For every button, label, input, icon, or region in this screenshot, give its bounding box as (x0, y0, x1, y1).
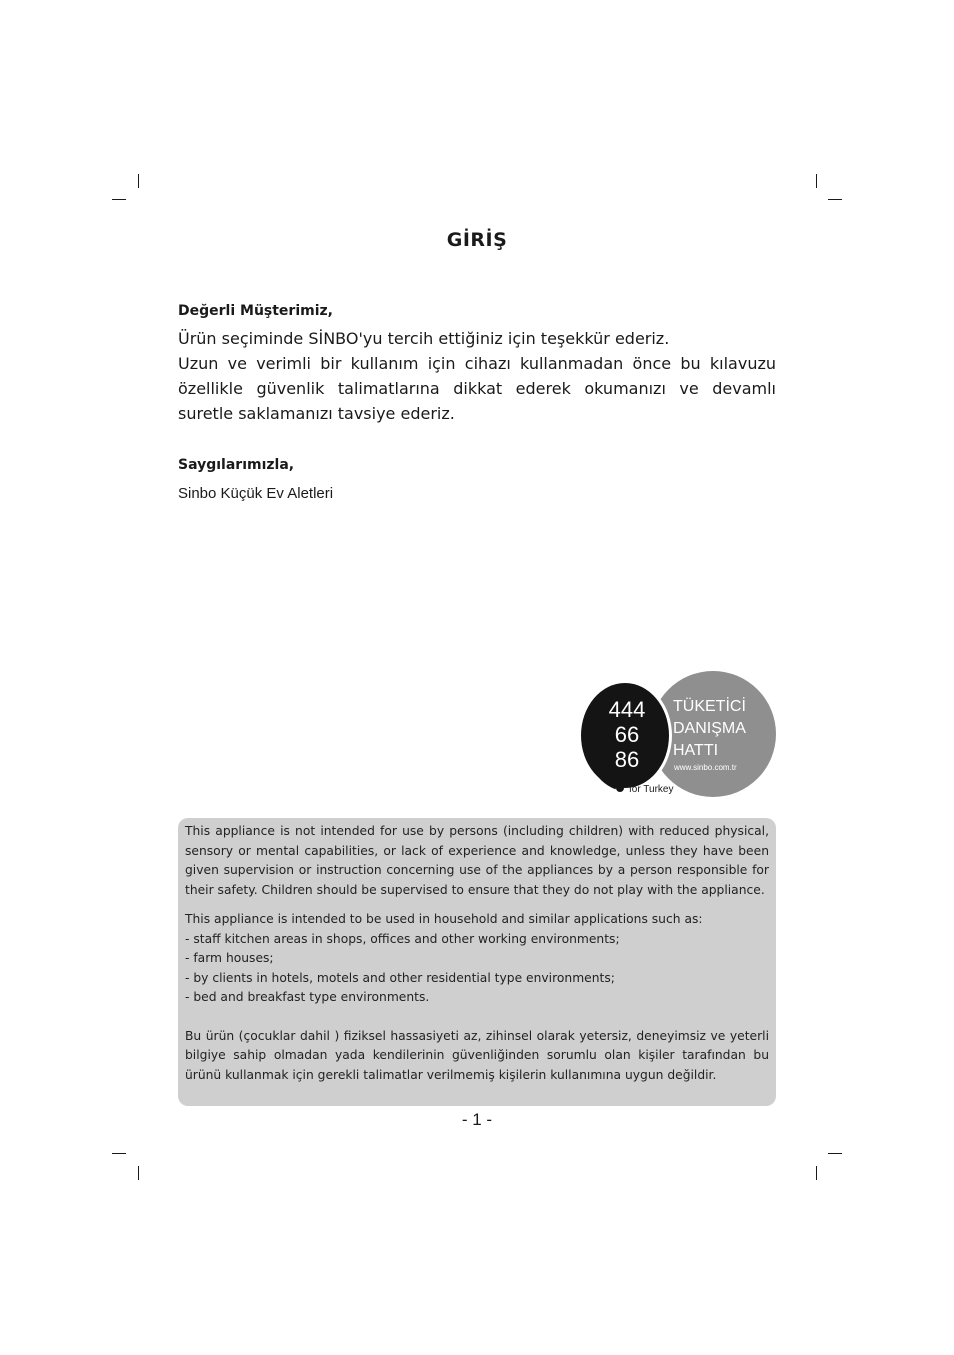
hotline-label: TÜKETİCİ (673, 698, 746, 715)
hotline-url: www.sinbo.com.tr (674, 763, 737, 772)
intro-text (178, 326, 776, 426)
crop-mark (138, 1166, 139, 1180)
page-title: GİRİŞ (446, 229, 508, 251)
greeting: Değerli Müşterimiz, (178, 303, 333, 319)
crop-mark (138, 174, 139, 188)
hotline-region: for Turkey (629, 784, 674, 795)
crop-mark (112, 1153, 126, 1154)
hotline-number: 66 (614, 722, 640, 747)
crop-mark (828, 199, 842, 200)
hotline-number: 86 (614, 747, 640, 772)
intro-paragraph: Uzun ve verimli bir kullanım için cihazı kullanmadan önce bu kılavuzu özellikle güvenlik talimatlarına dikkat ederek okumanızı ve devamlı suretle saklamanızı tavsiye ederiz. (178, 354, 776, 423)
hotline-label: HATTI (673, 742, 719, 759)
closing: Saygılarımızla, (178, 457, 295, 473)
list-item: - bed and breakfast type environments. (185, 990, 430, 1004)
hotline-badge (578, 668, 780, 800)
intro-paragraph: Ürün seçiminde SİNBO'yu tercih ettiğiniz için teşekkür ederiz. (178, 329, 670, 348)
crop-mark (112, 199, 126, 200)
safety-notice (178, 818, 776, 1106)
hotline-number: 444 (608, 697, 646, 722)
company-name: Sinbo Küçük Ev Aletleri (178, 485, 334, 502)
list-item: - by clients in hotels, motels and other residential type environments; (185, 970, 615, 985)
hotline-label: DANIŞMA (673, 720, 746, 737)
notice-paragraph: This appliance is not intended for use by persons (including children) with reduced physical, sensory or mental capabilities, or lack of experience and knowledge, unless they have been given supervision or instruction concerning use of the appliances by a person responsible for their safety. Children should be supervised to ensure that they do not play with the appliance. (185, 824, 769, 897)
list-item: - staff kitchen areas in shops, offices and other working environments; (185, 931, 620, 946)
page-number: - 1 - (461, 1110, 493, 1129)
crop-mark (816, 1166, 817, 1180)
list-item: - farm houses; (185, 951, 274, 965)
crop-mark (828, 1153, 842, 1154)
crop-mark (816, 174, 817, 188)
notice-intro: This appliance is intended to be used in household and similar applications such as: (185, 912, 703, 926)
notice-paragraph-tr: Bu ürün (çocuklar dahil ) fiziksel hassasiyeti az, zihinsel olarak yetersiz, deneyimsiz ve yeterli bilgiye sahip olmadan yada kendilerinin güvenliğinden sorumlu olan kişiler tarafından bu ürünü kullanmak için gerekli talimatlar verilmemiş kişilerin kullanımına uygun değildir. (185, 1028, 769, 1082)
notice-paragraph (185, 910, 769, 1008)
